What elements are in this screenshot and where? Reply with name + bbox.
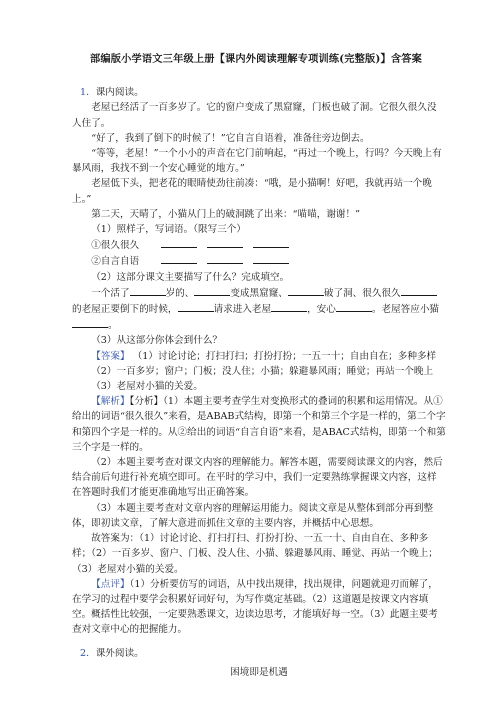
answer-blank[interactable]	[194, 285, 230, 296]
answer-line-2: （2）一百多岁；窗户；门板；没人住；小猫；躲避暴风雨；睡觉；再站一个晚上	[91, 365, 434, 377]
sub-question-2: （2）这部分课文主要描写了什么？完成填空。	[91, 271, 290, 283]
analysis-tag: 【解析】	[91, 396, 130, 408]
passage-paragraph-1: 老屋已经活了一百多岁了。它的窗户变成了黑窟窿，门板也破了洞。它很久很久没人住了。	[72, 102, 437, 129]
answer-blank[interactable]	[207, 237, 243, 248]
answer-block	[72, 349, 446, 364]
fill-text: 变成黑窟窿、	[230, 287, 288, 299]
answer-blank[interactable]	[161, 237, 197, 248]
answer-blank[interactable]	[178, 301, 214, 312]
fill-text: 。	[108, 320, 118, 332]
analysis-paragraph-3: （3）本题主要考查对文章内容的理解运用能力。阅读文章是从整体到部分再到整体，即初读文章，了解大意进而抓住文章的主要内容，并概括中心思想。	[72, 502, 434, 529]
question-1-label: 课内阅读。	[95, 87, 144, 99]
analysis-paragraph-4: 故答案为：（1）讨论讨论、打扫打扫、打扮打扮、一五一十、自由自在、多种多样；（2）一百多岁、窗户、门板、没人住、小猫、躲避暴风雨、睡觉、再站一个晚上；（3）老屋对小猫的关爱。	[72, 533, 438, 575]
comment-tag: 【点评】	[91, 578, 130, 590]
answer-blank[interactable]	[336, 301, 372, 312]
question-2-heading	[80, 646, 446, 661]
example-word-1: ①很久很久	[91, 240, 140, 252]
fill-in-sentence	[72, 285, 446, 334]
answer-blank[interactable]	[130, 285, 166, 296]
answer-blank[interactable]	[253, 253, 289, 264]
answer-tag: 【答案】	[91, 350, 130, 362]
sub-question-1a	[72, 237, 446, 253]
fill-text: 破了洞、很久很久	[323, 287, 401, 299]
passage-paragraph-5: 第二天，天晴了，小猫从门上的破洞跳了出来：“喵喵，谢谢！”	[91, 208, 361, 220]
passage-paragraph-3: “等等，老屋！”一个小小的声音在它门前响起，“再过一个晚上，行吗？今天晚上有暴风雨，我找不到一个安心睡觉的地方。”	[72, 148, 442, 175]
fill-text: 的老屋正要倒下的时候，	[72, 304, 178, 316]
passage-paragraph-2: “好了，我到了倒下的时候了！”它自言自语着，准备往旁边倒去。	[91, 132, 370, 144]
answer-blank[interactable]	[271, 301, 307, 312]
fill-text: 请求进入老屋	[213, 304, 272, 316]
answer-blank[interactable]	[253, 237, 289, 248]
answer-blank[interactable]	[72, 317, 108, 328]
question-2-label: 课外阅读。	[95, 647, 144, 659]
fill-text: ，安心	[307, 304, 336, 316]
passage-paragraph-4: 老屋低下头，把老花的眼睛使劲往前凑：“哦，是小猫啊！好吧，我就再站一个晚上。”	[72, 178, 432, 205]
comment-text: （1）分析要仿写的词语，从中找出规律，找出规律，问题就迎刃而解了，在学习的过程中要学会积累好词好句，为写作奠定基础。（2）这道题是按课文内容填空。概括性比较强，一定要熟悉课文，边读边思考，才能填好每一空。（3）此题主要考查对文章中心的把握能力。	[72, 578, 438, 636]
analysis-paragraph-1: 【分析】（1）本题主要考查学生对变换形式的叠词的积累和运用情况。从①给出的词语“很久很久”来看，是ABAB式结构，即第一个和第三个字是一样的，第二个字和第四个字是一样的。从②给出的词语“自言自语”来看，是ABAC式结构，即第一个和第三个字是一样的。	[72, 396, 446, 453]
question-1-number: 1．	[80, 87, 96, 99]
answer-blank[interactable]	[401, 285, 437, 296]
answer-blank[interactable]	[288, 285, 324, 296]
sub-question-1: （1）照样子，写词语。（限写三个）	[91, 224, 246, 236]
answer-blank[interactable]	[207, 253, 243, 264]
sub-question-3: （3）从这部分你体会到什么？	[91, 335, 223, 347]
fill-text: 。老屋答应小猫	[371, 304, 440, 316]
comment-block	[72, 577, 446, 638]
answer-line-3: （3）老屋对小猫的关爱。	[91, 381, 203, 393]
sub-question-1b	[72, 253, 446, 269]
question-2-passage-title: 困境即是机遇	[230, 666, 288, 678]
question-2-number: 2．	[80, 647, 96, 659]
question-1-heading	[80, 85, 446, 100]
example-word-2: ②自言自语	[91, 256, 140, 268]
fill-text: 一个活了	[91, 287, 130, 299]
analysis-paragraph-2: （2）本题主要考查对课文内容的理解能力。解答本题，需要阅读课文的内容，然后结合前后句进行补充填空即可。在平时的学习中，我们一定要熟练掌握课文内容，这样在答题时我们才能更准确地写出正确答案。	[72, 457, 443, 499]
document-title: 部编版小学语文三年级上册【课内外阅读理解专项训练(完整版)】含答案	[89, 53, 423, 65]
fill-text: 岁的、	[165, 287, 195, 299]
answer-blank[interactable]	[161, 253, 197, 264]
analysis-block	[72, 394, 446, 455]
answer-line-1: （1）讨论讨论；打扫打扫；打扮打扮；一五一十；自由自在；多种多样	[132, 350, 437, 362]
